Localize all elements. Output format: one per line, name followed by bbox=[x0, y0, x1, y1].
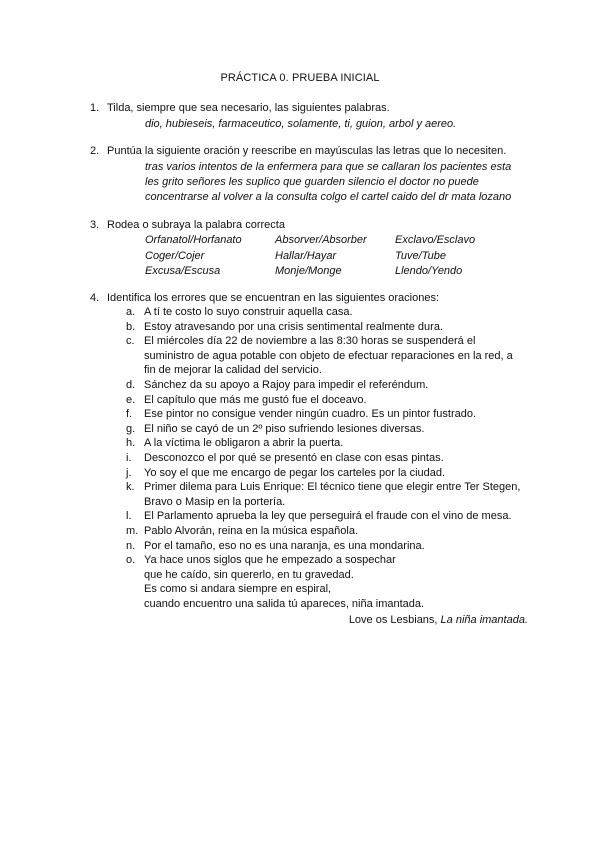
question-stem: Tilda, siempre que sea necesario, las siguientes palabras. bbox=[107, 102, 390, 114]
word-pair[interactable]: Llendo/Yendo bbox=[395, 265, 463, 277]
item-label: b. bbox=[126, 320, 136, 333]
question-number: 3. bbox=[90, 219, 100, 231]
item-line: Yo soy el que me encargo de pegar los carteles por la ciudad. bbox=[144, 466, 446, 479]
item-label: h. bbox=[126, 437, 136, 450]
attribution-author: Love os Lesbians, bbox=[348, 614, 438, 626]
item-label: a. bbox=[126, 306, 136, 318]
item-label: f. bbox=[126, 408, 133, 421]
item-label: n. bbox=[126, 539, 136, 552]
q1-words: dio, hubieseis, farmaceutico, solamente, ti, guion, arbol y aereo. bbox=[145, 118, 457, 130]
item-line: Ya hace unos siglos que he empezado a sospechar bbox=[144, 554, 396, 567]
list-item bbox=[126, 480, 536, 509]
word-pair[interactable]: Monje/Monge bbox=[275, 265, 342, 277]
sentence-list bbox=[126, 305, 536, 611]
item-line: Estoy atravesando por una crisis sentimental realmente dura. bbox=[144, 320, 443, 333]
question-stem: Identifica los errores que se encuentran en las siguientes oraciones: bbox=[107, 292, 440, 304]
list-item bbox=[126, 436, 536, 451]
list-item bbox=[126, 553, 536, 611]
list-item bbox=[126, 407, 536, 422]
list-item bbox=[126, 320, 536, 335]
question-stem: Puntúa la siguiente oración y reescribe en mayúsculas las letras que lo necesiten. bbox=[107, 145, 507, 157]
item-line: Bravo o Masip en la portería. bbox=[144, 495, 286, 508]
item-line: Por el tamaño, eso no es una naranja, es una mondarina. bbox=[144, 539, 425, 552]
word-pair[interactable]: Coger/Cojer bbox=[145, 249, 205, 262]
word-pair[interactable]: Exclavo/Esclavo bbox=[395, 234, 476, 246]
item-label: c. bbox=[126, 335, 135, 348]
item-line: A la víctima le obligaron a abrir la puerta. bbox=[144, 437, 344, 450]
item-line: suministro de agua potable con objeto de efectuar reparaciones en la red, a bbox=[144, 349, 513, 362]
list-item bbox=[126, 539, 536, 554]
item-label: g. bbox=[126, 422, 136, 435]
q2-line: les grito señores les suplico que guarden silencio el doctor no puede bbox=[145, 176, 479, 188]
item-label: k. bbox=[126, 481, 135, 494]
item-line: Desconozco el por qué se presentó en clase con esas pintas. bbox=[144, 451, 444, 464]
item-line: El Parlamento aprueba la ley que perseguirá el fraude con el vino de mesa. bbox=[144, 510, 512, 523]
item-label: o. bbox=[126, 554, 136, 567]
list-item bbox=[126, 422, 536, 437]
word-pair[interactable]: Excusa/Escusa bbox=[145, 265, 221, 277]
item-line: Primer dilema para Luis Enrique: El técnico tiene que elegir entre Ter Stegen, bbox=[144, 481, 521, 494]
question-stem: Rodea o subraya la palabra correcta bbox=[107, 219, 285, 231]
list-item bbox=[126, 378, 536, 393]
list-item bbox=[126, 466, 536, 481]
list-item bbox=[126, 393, 536, 408]
item-line: El niño se cayó de un 2º piso sufriendo lesiones diversas. bbox=[144, 422, 425, 435]
item-line: cuando encuentro una salida tú apareces, niña imantada. bbox=[144, 597, 425, 610]
list-item bbox=[126, 509, 536, 524]
page-title: PRÁCTICA 0. PRUEBA INICIAL bbox=[220, 72, 380, 84]
word-pair[interactable]: Absorver/Absorber bbox=[275, 234, 367, 246]
q2-line: concentrarse al volver a la consulta colgo el cartel caido del dr mata lozano bbox=[145, 191, 512, 203]
word-choice-grid bbox=[145, 233, 545, 280]
question-1 bbox=[90, 101, 550, 117]
item-line: Pablo Alvorán, reina en la música española. bbox=[144, 524, 359, 537]
item-label: d. bbox=[126, 378, 136, 391]
item-line: Sánchez da su apoyo a Rajoy para impedir el referéndum. bbox=[144, 378, 429, 391]
item-label: l. bbox=[126, 510, 132, 523]
item-label: i. bbox=[126, 451, 132, 464]
item-line: Es como si andara siempre en espiral, bbox=[144, 583, 332, 596]
list-item bbox=[126, 524, 536, 539]
question-number: 4. bbox=[90, 292, 100, 304]
q2-line: tras varios intentos de la enfermera para que se callaran los pacientes esta bbox=[145, 161, 512, 173]
question-number: 2. bbox=[90, 145, 100, 157]
item-line: El capítulo que más me gustó fue el doceavo. bbox=[144, 393, 367, 406]
item-label: m. bbox=[126, 524, 139, 537]
item-line: A tí te costo lo suyo construir aquella casa. bbox=[144, 306, 353, 318]
question-2 bbox=[90, 144, 550, 160]
word-row bbox=[145, 249, 545, 265]
item-line: El miércoles día 22 de noviembre a las 8:30 horas se suspenderá el bbox=[144, 335, 476, 348]
item-label: e. bbox=[126, 393, 136, 406]
word-pair[interactable]: Hallar/Hayar bbox=[275, 249, 337, 262]
word-pair[interactable]: Tuve/Tube bbox=[395, 249, 446, 262]
question-3 bbox=[90, 218, 550, 234]
item-line: Ese pintor no consigue vender ningún cuadro. Es un pintor fustrado. bbox=[144, 408, 477, 421]
list-item bbox=[126, 305, 536, 320]
item-line: fin de mejorar la calidad del servicio. bbox=[144, 364, 322, 377]
item-line: que he caído, sin quererlo, en tu gravedad. bbox=[144, 568, 354, 581]
attribution bbox=[349, 614, 528, 626]
question-number: 1. bbox=[90, 102, 100, 114]
attribution-work: La niña imantada. bbox=[440, 614, 528, 626]
word-row bbox=[145, 264, 545, 280]
word-row bbox=[145, 233, 545, 249]
list-item bbox=[126, 451, 536, 466]
list-item bbox=[126, 334, 536, 378]
item-label: j. bbox=[126, 466, 132, 479]
word-pair[interactable]: Orfanatol/Horfanato bbox=[145, 234, 242, 246]
